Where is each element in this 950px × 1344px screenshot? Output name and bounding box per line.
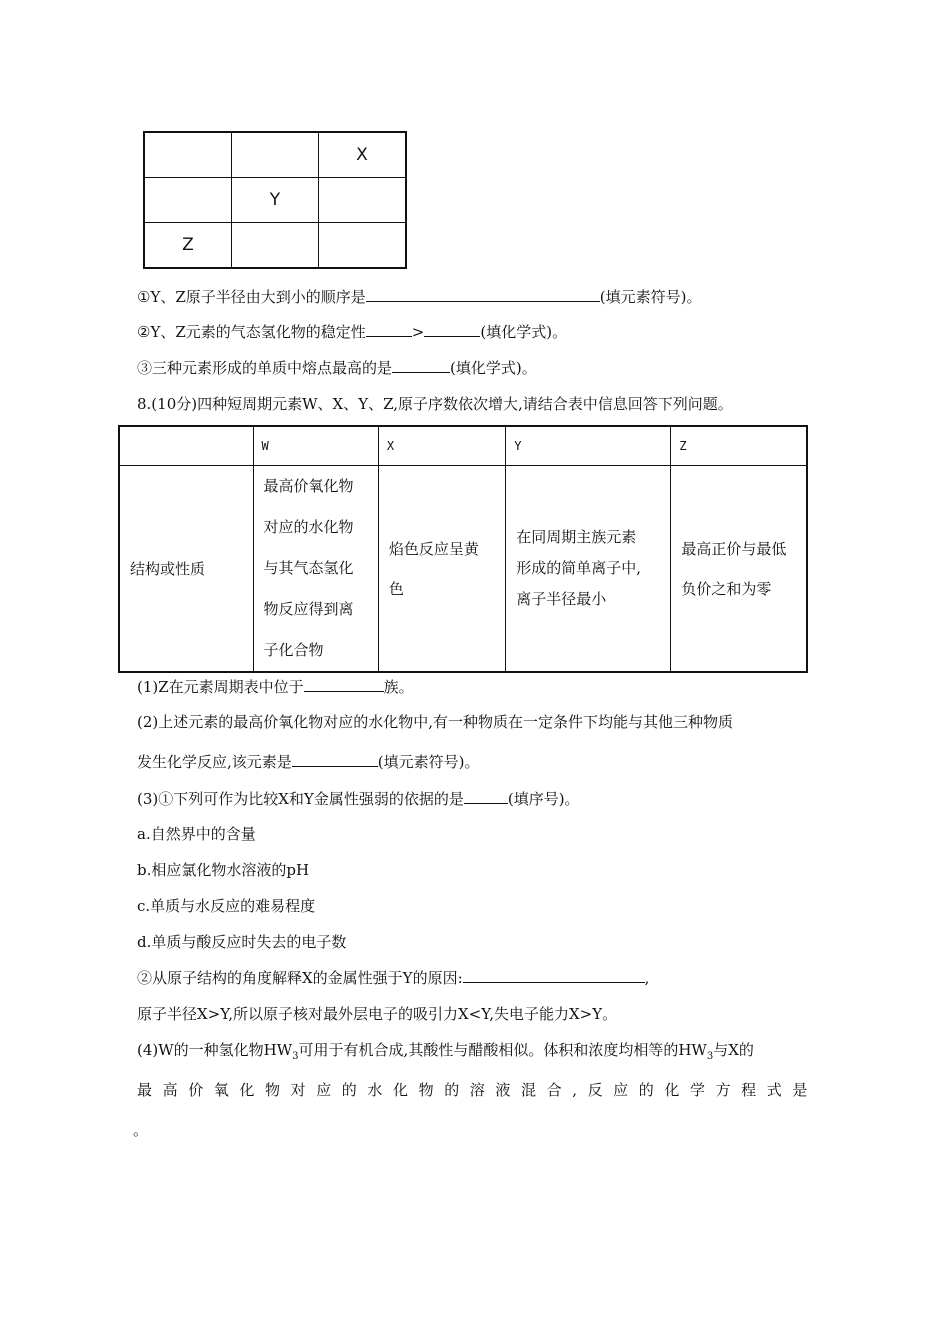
q8-part-2-line-2: 发生化学反应,该元素是 (填元素符号)。 (137, 753, 480, 771)
cell-w: 最高价氧化物 对应的水化物 与其气态氢化 物反应得到离 子化合物 (253, 466, 378, 673)
q8-part-2-line-1: (2)上述元素的最高价氧化物对应的水化物中,有一种物质在一定条件下均能与其他三种物质 (137, 713, 734, 731)
q8-part-4-line-3: 。 (133, 1121, 149, 1139)
option-c: c.单质与水反应的难易程度 (137, 897, 316, 915)
table-header-x: X (378, 426, 505, 466)
table-header-w: W (253, 426, 378, 466)
option-a: a.自然界中的含量 (137, 825, 256, 843)
q7-line-1: ①Y、Z原子半径由大到小的顺序是 (填元素符号)。 (137, 288, 702, 306)
option-d: d.单质与酸反应时失去的电子数 (137, 933, 347, 951)
answer-blank[interactable] (463, 968, 645, 983)
grid-cell (144, 178, 232, 223)
option-b: b.相应氯化物水溶液的pH (137, 861, 310, 879)
q8-part-3b: ②从原子结构的角度解释X的金属性强于Y的原因: , (137, 969, 650, 987)
q8-part-1: (1)Z在元素周期表中位于 族。 (137, 678, 414, 696)
q7-line-3: ③三种元素形成的单质中熔点最高的是 (填化学式)。 (137, 359, 537, 377)
q8-intro: 8.(10分)四种短周期元素W、X、Y、Z,原子序数依次增大,请结合表中信息回答下列问题。 (137, 395, 733, 413)
cell-x: 焰色反应呈黄 色 (378, 466, 505, 673)
grid-cell (232, 132, 319, 178)
grid-cell-y: Y (232, 178, 319, 223)
table-header-z: Z (671, 426, 807, 466)
q8-part-3b-line-2: 原子半径X>Y,所以原子核对最外层电子的吸引力X<Y,失电子能力X>Y。 (137, 1005, 618, 1023)
table-header (119, 426, 253, 466)
grid-cell-z: Z (144, 223, 232, 269)
answer-blank[interactable] (366, 322, 412, 337)
grid-cell (232, 223, 319, 269)
q7-line-2: ②Y、Z元素的气态氢化物的稳定性 > (填化学式)。 (137, 323, 568, 341)
grid-cell (319, 178, 407, 223)
grid-cell (144, 132, 232, 178)
grid-cell (319, 223, 407, 269)
q8-part-4-line-1: (4)W的一种氢化物$HW_3$可用于有机合成,其酸性与醋酸相似。体积和浓度均相等的$HW_3$与X的 (137, 1041, 754, 1062)
grid-cell-x: X (319, 132, 407, 178)
answer-blank[interactable] (366, 287, 600, 302)
answer-blank[interactable] (304, 677, 384, 692)
q8-part-3: (3)①下列可作为比较X和Y金属性强弱的依据的是 (填序号)。 (137, 790, 580, 808)
row-label: 结构或性质 (119, 466, 253, 673)
q8-part-4-line-2: 最高价氧化物对应的水化物的溶液混合,反应的化学方程式是 (137, 1081, 818, 1099)
answer-blank[interactable] (464, 789, 508, 804)
table-header-y: Y (506, 426, 671, 466)
periodic-position-grid (143, 131, 407, 269)
answer-blank[interactable] (424, 322, 480, 337)
cell-z: 最高正价与最低 负价之和为零 (671, 466, 807, 673)
cell-y: 在同周期主族元素 形成的简单离子中, 离子半径最小 (506, 466, 671, 673)
answer-blank[interactable] (292, 752, 378, 767)
element-properties-table (118, 425, 808, 673)
answer-blank[interactable] (392, 358, 450, 373)
